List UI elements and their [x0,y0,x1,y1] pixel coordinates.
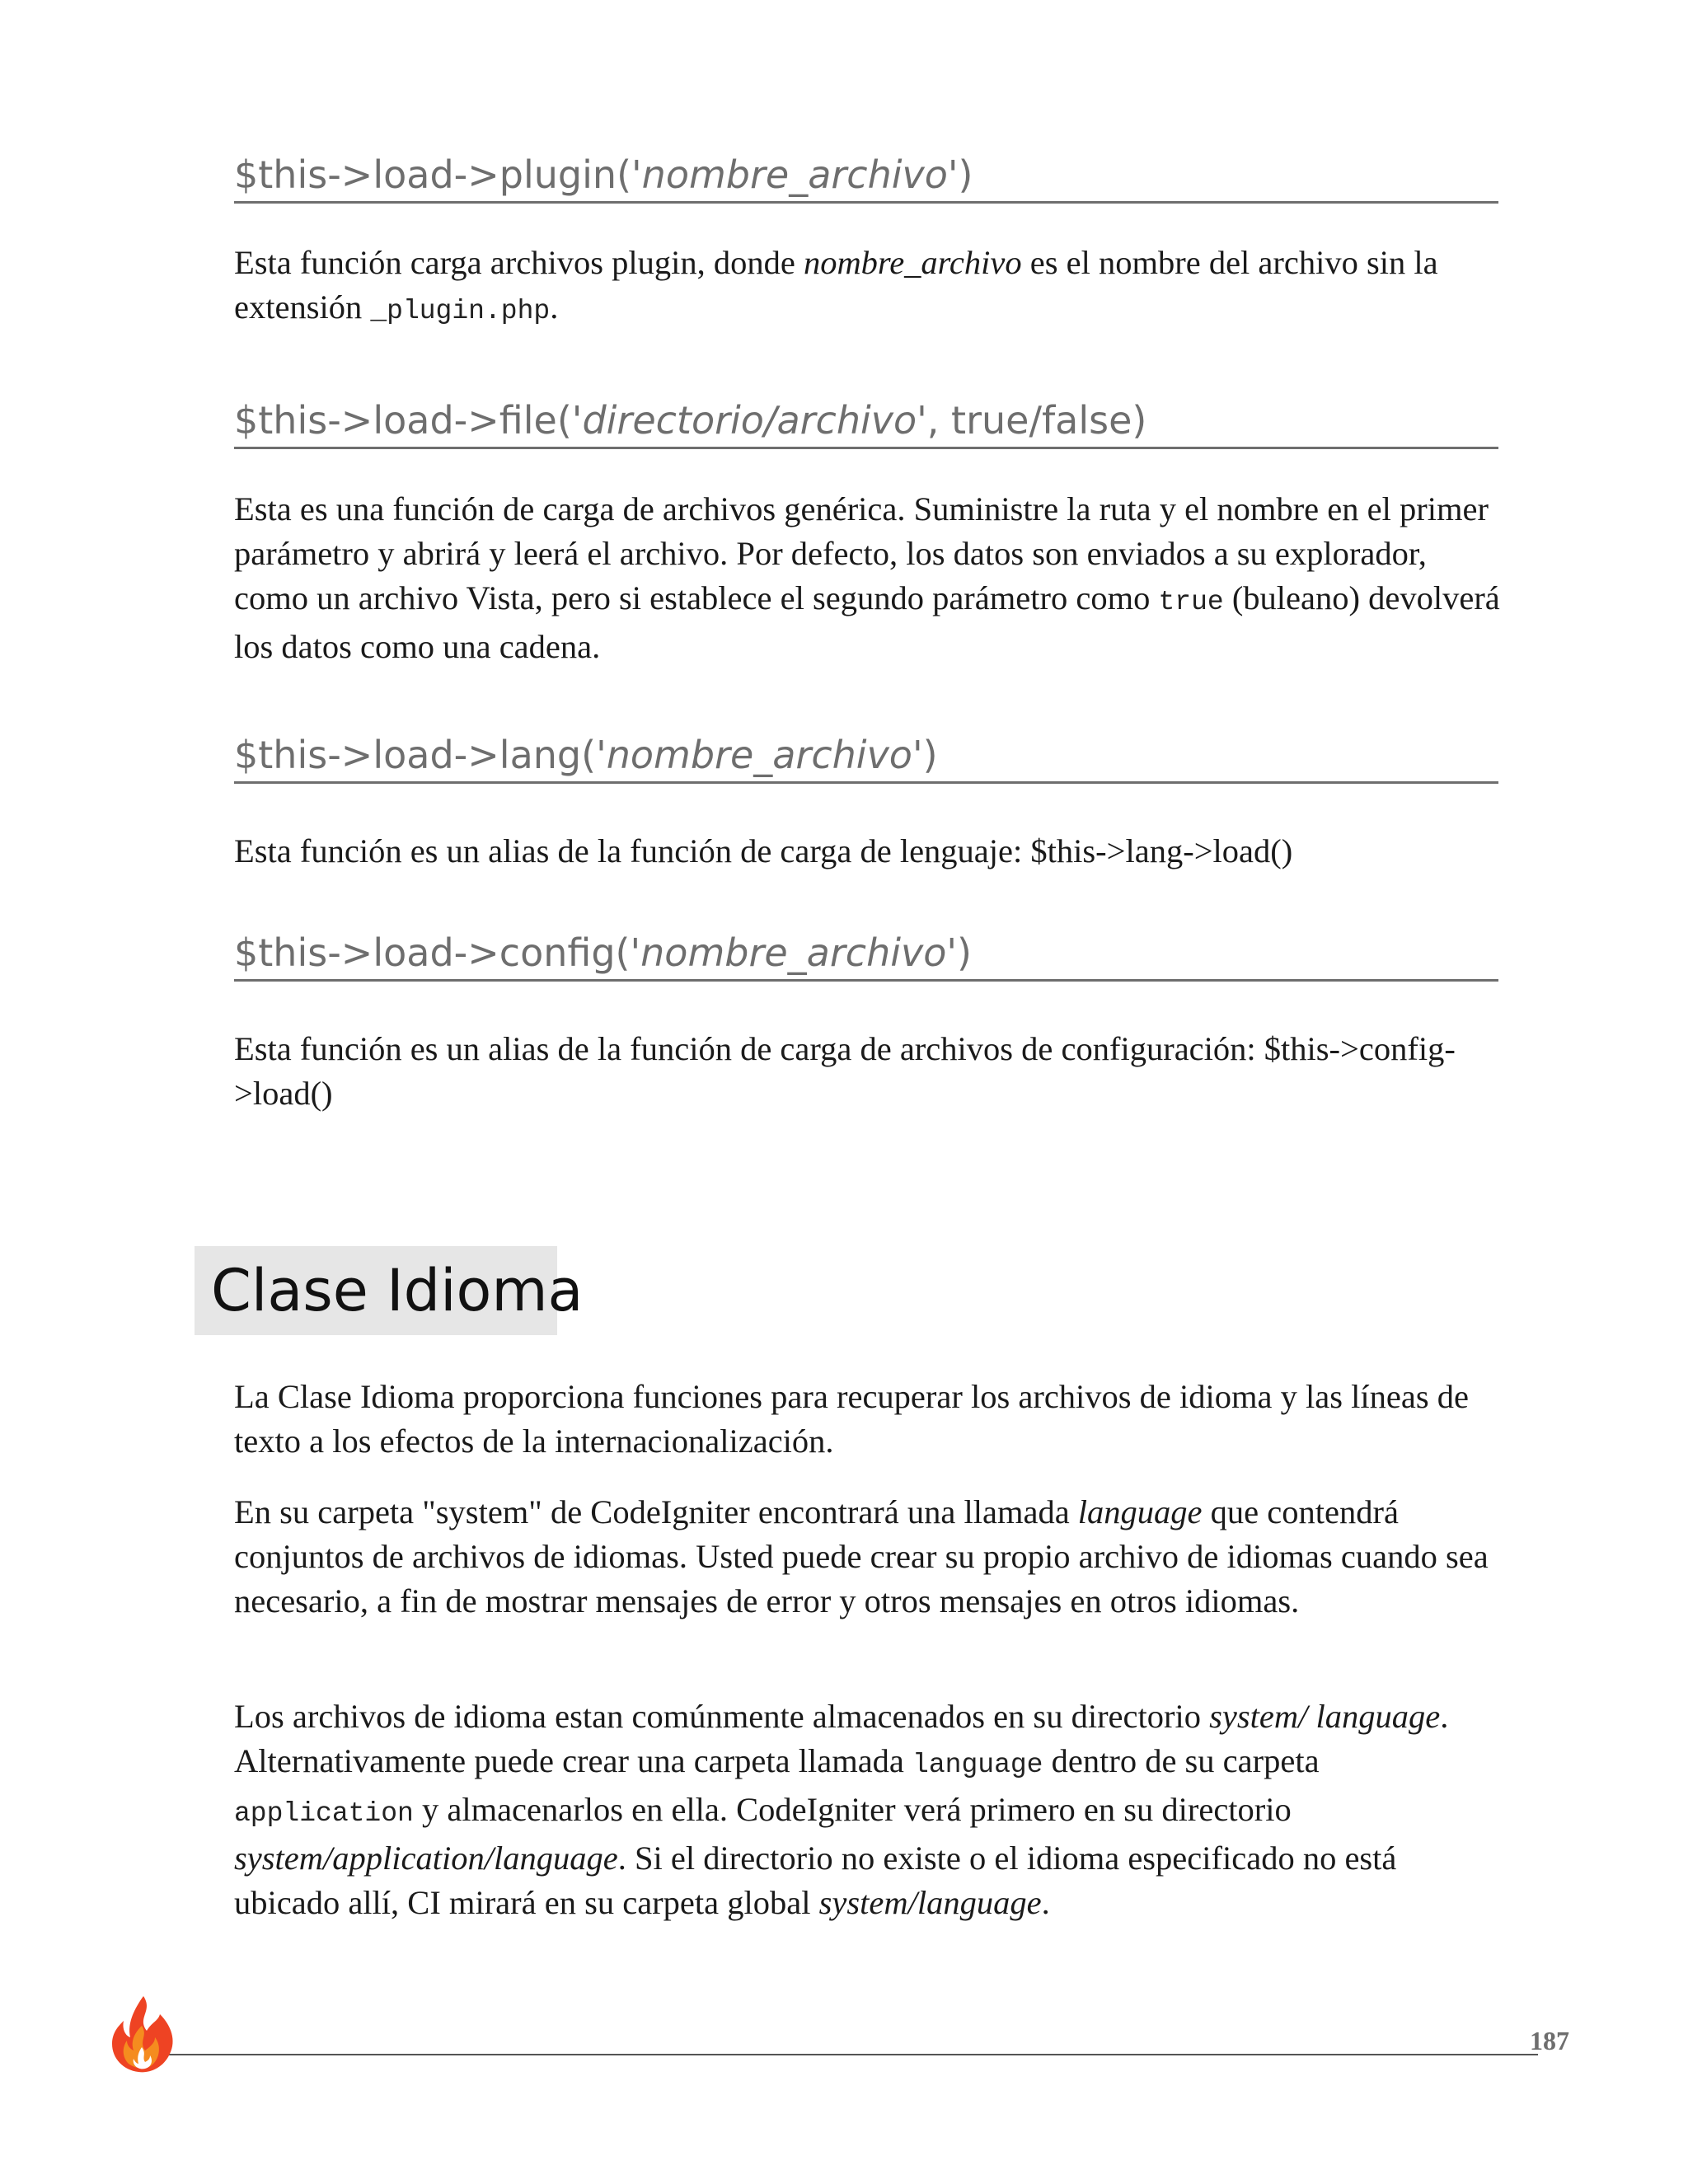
paragraph-load-config: Esta función es un alias de la función de carga de archivos de configuración: $this->config->load() [234,1030,1456,1112]
heading-load-plugin: $this->load->plugin('nombre_archivo') [234,150,1498,204]
paragraph-idioma-intro: La Clase Idioma proporciona funciones para recuperar los archivos de idioma y las líneas de texto a los efectos de la internacionalización. [234,1378,1469,1460]
codeigniter-flame-icon [106,1993,180,2075]
paragraph-idioma-location: Los archivos de idioma estan comúnmente almacenados en su directorio system/ language. Alternativamente puede crear una carpeta llamada language dentro de su carpeta application y almacenarlos en ella. CodeIgniter verá primero en su directorio system/application/language. Si el directorio no existe o el idioma especificado no está ubicado allí, CI mirará en su carpeta global system/language. [234,1698,1449,1921]
footer-rule [165,2054,1538,2055]
paragraph-load-file: Esta es una función de carga de archivos genérica. Suministre la ruta y el nombre en el primer parámetro y abrirá y leerá el archivo. Por defecto, los datos son enviados a su explorador, como un archivo Vista, pero si establece el segundo parámetro como true (buleano) devolverá los datos como una cadena. [234,490,1500,665]
paragraph-load-plugin: Esta función carga archivos plugin, donde nombre_archivo es el nombre del archivo sin la extensión _plugin.php. [234,244,1438,326]
paragraph-load-lang: Esta función es un alias de la función de carga de lenguaje: $this->lang->load() [234,832,1293,869]
heading-load-file: $this->load->file('directorio/archivo', true/false) [234,396,1498,449]
heading-load-lang: $this->load->lang('nombre_archivo') [234,730,1498,784]
heading-load-config: $this->load->config('nombre_archivo') [234,928,1498,982]
paragraph-idioma-folder: En su carpeta "system" de CodeIgniter encontrará una llamada language que contendrá conjuntos de archivos de idiomas. Usted puede crear su propio archivo de idiomas cuando sea necesario, a fin de mostrar mensajes de error y otros mensajes en otros idiomas. [234,1493,1489,1619]
page-number: 187 [1530,2026,1569,2055]
section-title: Clase Idioma [211,1257,584,1324]
